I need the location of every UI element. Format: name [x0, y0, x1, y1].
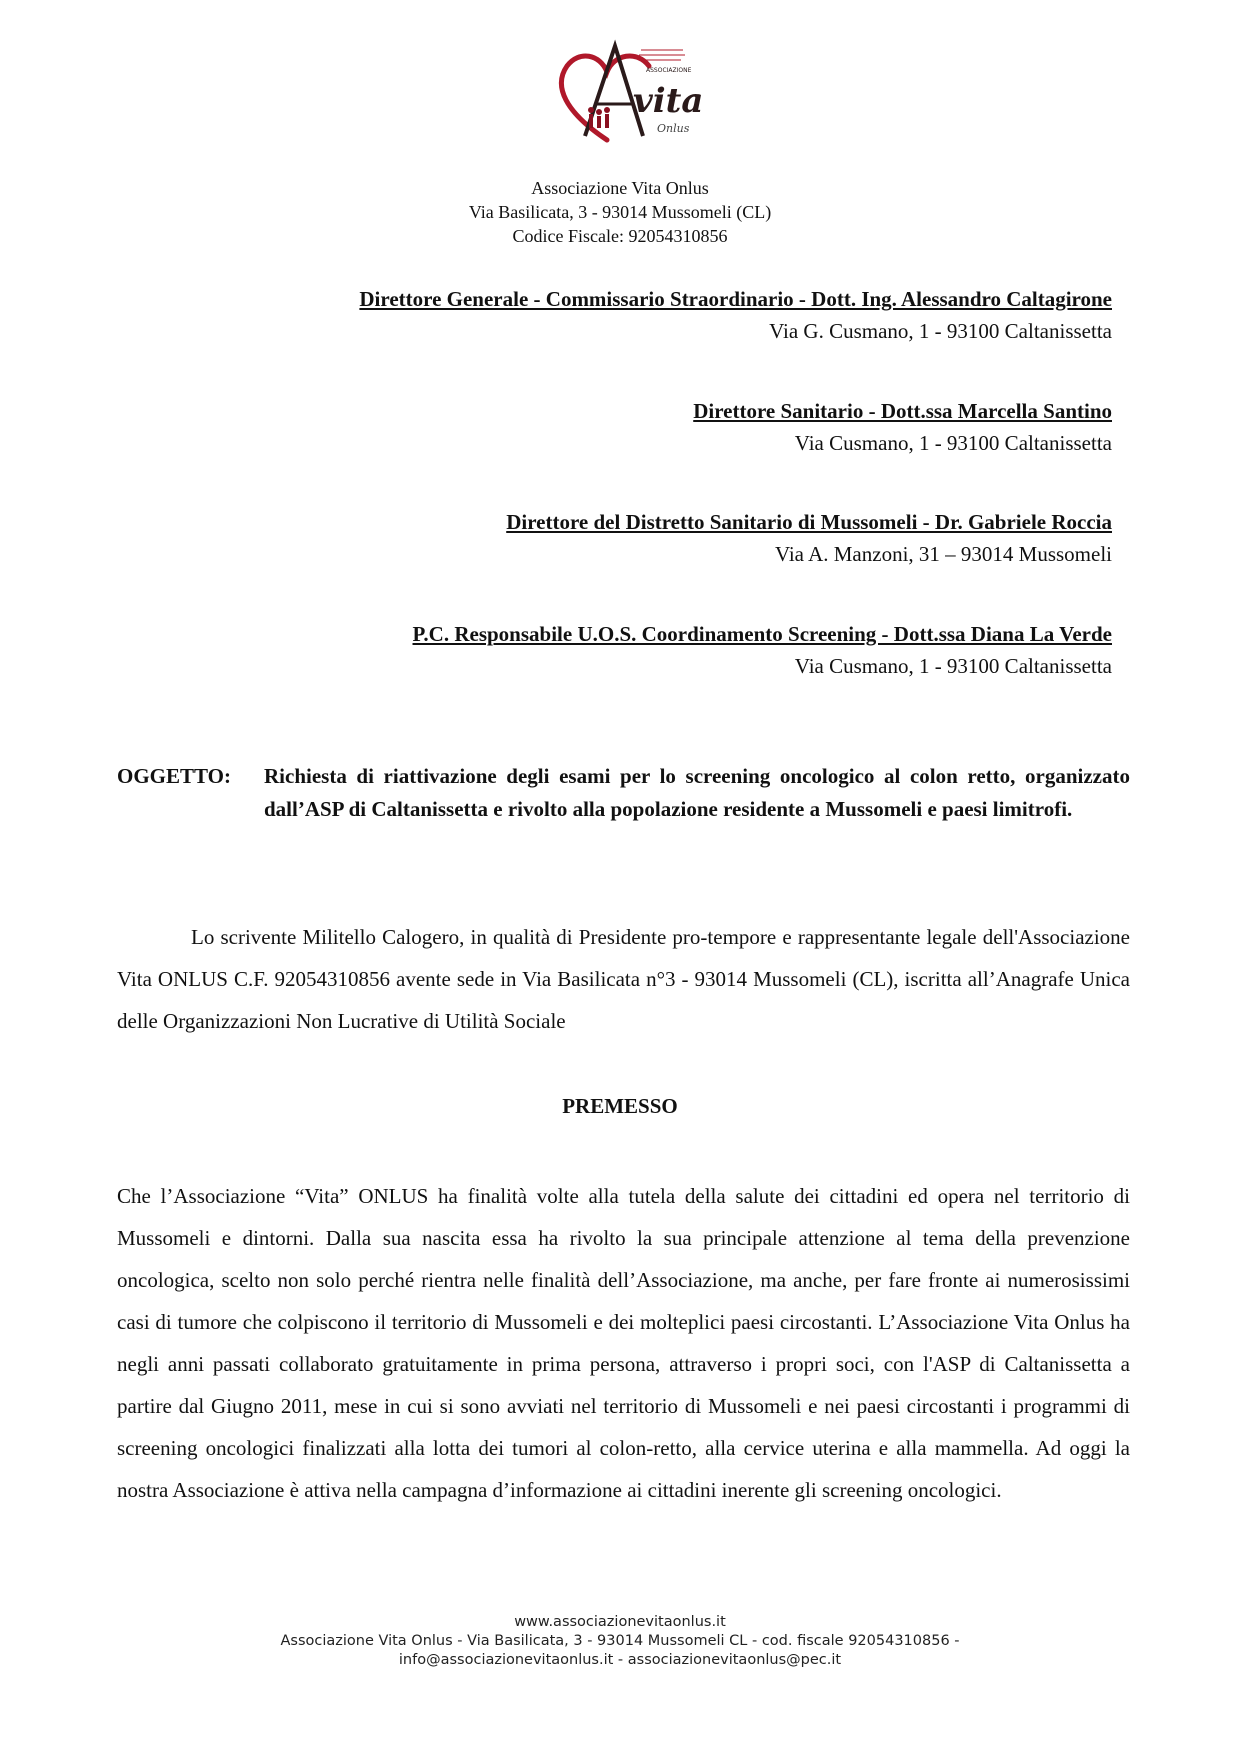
logo-wordmark: vita: [633, 81, 704, 121]
recipient-name: P.C. Responsabile U.O.S. Coordinamento Screening - Dott.ssa Diana La Verde: [412, 622, 1112, 646]
page-footer: [0, 1613, 1240, 1670]
recipient-address: Via Cusmano, 1 - 93100 Caltanissetta: [794, 431, 1112, 455]
org-name: Associazione Vita Onlus: [531, 178, 709, 198]
logo-graphic: [545, 40, 704, 152]
footer-emails[interactable]: info@associazionevitaonlus.it - associazionevitaonlus@pec.it: [398, 1652, 842, 1668]
org-address: Via Basilicata, 3 - 93014 Mussomeli (CL): [468, 202, 772, 222]
recipient-name: Direttore Generale - Commissario Straordinario - Dott. Ing. Alessandro Caltagirone: [359, 287, 1112, 311]
organization-header: [0, 176, 1240, 248]
recipient-address: Via Cusmano, 1 - 93100 Caltanissetta: [794, 654, 1112, 678]
org-tax-code: Codice Fiscale: 92054310856: [512, 226, 728, 246]
recipient-block: [693, 395, 1112, 459]
premesso-paragraph: Che l’Associazione “Vita” ONLUS ha finalità volte alla tutela della salute dei cittadini ed opera nel territorio di Mussomeli e dintorni. Dalla sua nascita essa ha rivolto la sua principale attenzione al tema della prevenzione oncologica, scelto non solo perché rientra nelle finalità dell’Associazione, ma anche, per fare fronte ai numerosissimi casi di tumore che colpiscono il territorio di Mussomeli e dei molteplici paesi circostanti. L’Associazione Vita Onlus ha negli anni passati collaborato gratuitamente in prima persona, attraverso i propri soci, con l'ASP di Caltanissetta a partire dal Giugno 2011, mese in cui si sono avviati nel territorio di Mussomeli e nei paesi circostanti i programmi di screening oncologici finalizzati alla lotta dei tumori al colon-retto, alla cervice uterina e alla mammella. Ad oggi la nostra Associazione è attiva nella campagna d’informazione ai cittadini inerente gli screening oncologici.: [117, 1184, 1130, 1502]
recipient-name: Direttore Sanitario - Dott.ssa Marcella Santino: [693, 399, 1112, 423]
intro-paragraph: Lo scrivente Militello Calogero, in qualità di Presidente pro-tempore e rappresentante legale dell'Associazione Vita ONLUS C.F. 92054310856 avente sede in Via Basilicata n°3 - 93014 Mussomeli (CL), iscritta all’Anagrafe Unica delle Organizzazioni Non Lucrative di Utilità Sociale: [117, 925, 1130, 1033]
logo-subtitle: Onlus: [657, 122, 690, 135]
recipient-address: Via G. Cusmano, 1 - 93100 Caltanissetta: [769, 319, 1112, 343]
recipient-name: Direttore del Distretto Sanitario di Mussomeli - Dr. Gabriele Roccia: [506, 510, 1112, 534]
footer-website[interactable]: www.associazionevitaonlus.it: [514, 1614, 726, 1630]
logo-small-label: ASSOCIAZIONE: [646, 67, 692, 74]
subject-label: OGGETTO:: [117, 764, 231, 788]
recipient-address: Via A. Manzoni, 31 – 93014 Mussomeli: [774, 542, 1112, 566]
recipient-block: [359, 283, 1112, 347]
subject-block: [117, 760, 1130, 826]
premesso-heading: PREMESSO: [562, 1094, 678, 1118]
footer-address: Associazione Vita Onlus - Via Basilicata, 3 - 93014 Mussomeli CL - cod. fiscale 92054310856 -: [280, 1633, 960, 1649]
recipient-block: [506, 506, 1112, 570]
subject-text: Richiesta di riattivazione degli esami per lo screening oncologico al colon retto, organizzato dall’ASP di Caltanissetta e rivolto alla popolazione residente a Mussomeli e paesi limitrofi.: [264, 764, 1130, 821]
association-vita-logo: [545, 40, 704, 152]
recipient-block: [413, 618, 1112, 682]
